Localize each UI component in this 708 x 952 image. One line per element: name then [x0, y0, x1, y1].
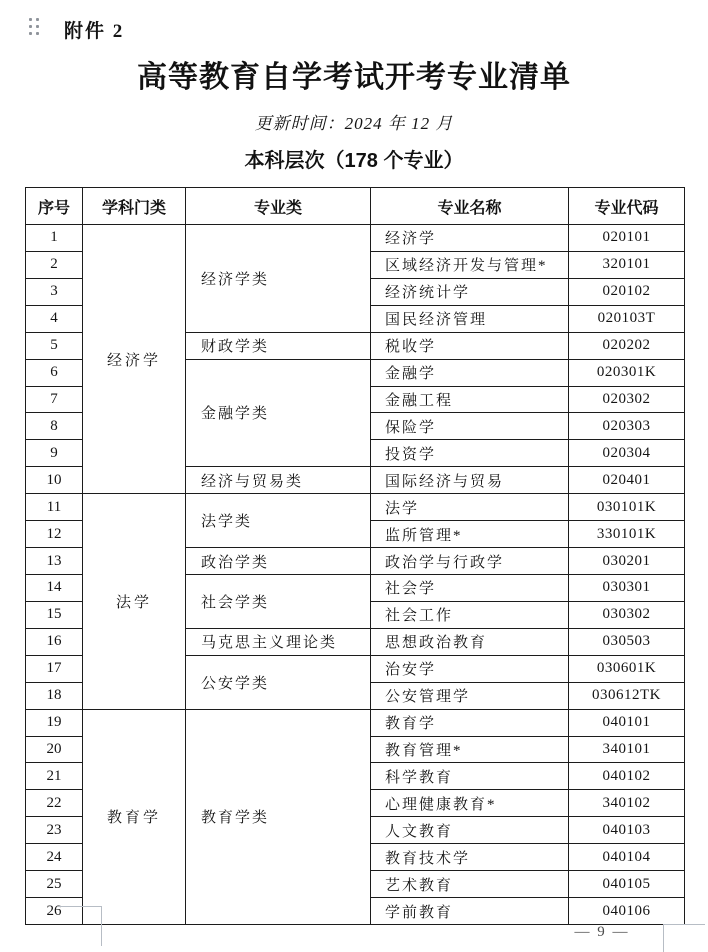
row-number-cell: 13 [26, 548, 83, 575]
row-number-cell: 5 [26, 332, 83, 359]
major-code-cell: 020202 [569, 332, 685, 359]
header-category: 专业类 [186, 188, 371, 225]
text-boundary-mark-bottom-left [58, 906, 102, 946]
row-number-cell: 10 [26, 467, 83, 494]
category-cell: 经济学类 [186, 225, 371, 333]
major-code-cell: 040106 [569, 898, 685, 925]
header-major-code: 专业代码 [569, 188, 685, 225]
category-cell: 教育学类 [186, 709, 371, 924]
major-name-cell: 公安管理学 [371, 682, 569, 709]
header-major-name: 专业名称 [371, 188, 569, 225]
table-row [26, 494, 685, 521]
major-code-cell: 020304 [569, 440, 685, 467]
row-number-cell: 7 [26, 386, 83, 413]
major-code-cell: 020103T [569, 305, 685, 332]
major-code-cell: 340101 [569, 736, 685, 763]
discipline-cell: 经济学 [83, 225, 186, 494]
row-number-cell: 26 [26, 898, 83, 925]
major-name-cell: 金融学 [371, 359, 569, 386]
major-name-cell: 区域经济开发与管理* [371, 251, 569, 278]
table-header-row [26, 188, 685, 225]
drag-handle-icon [29, 18, 39, 35]
row-number-cell: 25 [26, 871, 83, 898]
major-code-cell: 330101K [569, 521, 685, 548]
row-number-cell: 17 [26, 655, 83, 682]
major-name-cell: 思想政治教育 [371, 628, 569, 655]
major-name-cell: 金融工程 [371, 386, 569, 413]
major-code-cell: 030302 [569, 601, 685, 628]
category-cell: 经济与贸易类 [186, 467, 371, 494]
major-name-cell: 监所管理* [371, 521, 569, 548]
major-name-cell: 科学教育 [371, 763, 569, 790]
text-boundary-mark-bottom-right [663, 924, 705, 952]
majors-table [25, 187, 685, 925]
major-name-cell: 国际经济与贸易 [371, 467, 569, 494]
row-number-cell: 23 [26, 817, 83, 844]
page-title: 高等教育自学考试开考专业清单 [137, 61, 571, 94]
row-number-cell: 9 [26, 440, 83, 467]
major-code-cell: 030201 [569, 548, 685, 575]
major-name-cell: 保险学 [371, 413, 569, 440]
major-name-cell: 教育技术学 [371, 844, 569, 871]
major-code-cell: 020301K [569, 359, 685, 386]
row-number-cell: 8 [26, 413, 83, 440]
major-code-cell: 040105 [569, 871, 685, 898]
major-name-cell: 法学 [371, 494, 569, 521]
major-name-cell: 国民经济管理 [371, 305, 569, 332]
row-number-cell: 16 [26, 628, 83, 655]
major-name-cell: 投资学 [371, 440, 569, 467]
row-number-cell: 14 [26, 574, 83, 601]
category-cell: 金融学类 [186, 359, 371, 467]
header-discipline: 学科门类 [83, 188, 186, 225]
major-code-cell: 040104 [569, 844, 685, 871]
attachment-label: 附件 2 [64, 21, 125, 42]
section-title: 本科层次（178 个专业） [244, 150, 464, 172]
major-code-cell: 020102 [569, 278, 685, 305]
major-code-cell: 030503 [569, 628, 685, 655]
category-cell: 公安学类 [186, 655, 371, 709]
row-number-cell: 15 [26, 601, 83, 628]
row-number-cell: 3 [26, 278, 83, 305]
major-name-cell: 学前教育 [371, 898, 569, 925]
category-cell: 财政学类 [186, 332, 371, 359]
row-number-cell: 2 [26, 251, 83, 278]
category-cell: 法学类 [186, 494, 371, 548]
major-name-cell: 社会学 [371, 574, 569, 601]
row-number-cell: 4 [26, 305, 83, 332]
major-name-cell: 政治学与行政学 [371, 548, 569, 575]
row-number-cell: 24 [26, 844, 83, 871]
major-name-cell: 经济统计学 [371, 278, 569, 305]
major-name-cell: 社会工作 [371, 601, 569, 628]
row-number-cell: 21 [26, 763, 83, 790]
category-cell: 社会学类 [186, 574, 371, 628]
major-code-cell: 020401 [569, 467, 685, 494]
major-code-cell: 030301 [569, 574, 685, 601]
major-code-cell: 030612TK [569, 682, 685, 709]
major-code-cell: 040101 [569, 709, 685, 736]
row-number-cell: 6 [26, 359, 83, 386]
major-name-cell: 心理健康教育* [371, 790, 569, 817]
major-code-cell: 040103 [569, 817, 685, 844]
table-row [26, 709, 685, 736]
discipline-cell: 法学 [83, 494, 186, 709]
major-name-cell: 教育管理* [371, 736, 569, 763]
update-time: 更新时间：2024 年 12 月 [254, 114, 454, 133]
row-number-cell: 1 [26, 225, 83, 252]
discipline-cell: 教育学 [83, 709, 186, 924]
row-number-cell: 20 [26, 736, 83, 763]
category-cell: 政治学类 [186, 548, 371, 575]
major-code-cell: 030601K [569, 655, 685, 682]
row-number-cell: 19 [26, 709, 83, 736]
major-name-cell: 人文教育 [371, 817, 569, 844]
major-code-cell: 020302 [569, 386, 685, 413]
table-row [26, 225, 685, 252]
major-code-cell: 320101 [569, 251, 685, 278]
page-number: — 9 — [574, 924, 630, 940]
header-no: 序号 [26, 188, 83, 225]
major-name-cell: 教育学 [371, 709, 569, 736]
major-code-cell: 020101 [569, 225, 685, 252]
major-name-cell: 经济学 [371, 225, 569, 252]
row-number-cell: 12 [26, 521, 83, 548]
row-number-cell: 11 [26, 494, 83, 521]
major-name-cell: 艺术教育 [371, 871, 569, 898]
major-code-cell: 340102 [569, 790, 685, 817]
major-code-cell: 040102 [569, 763, 685, 790]
major-code-cell: 030101K [569, 494, 685, 521]
row-number-cell: 22 [26, 790, 83, 817]
major-name-cell: 税收学 [371, 332, 569, 359]
row-number-cell: 18 [26, 682, 83, 709]
major-name-cell: 治安学 [371, 655, 569, 682]
major-code-cell: 020303 [569, 413, 685, 440]
category-cell: 马克思主义理论类 [186, 628, 371, 655]
